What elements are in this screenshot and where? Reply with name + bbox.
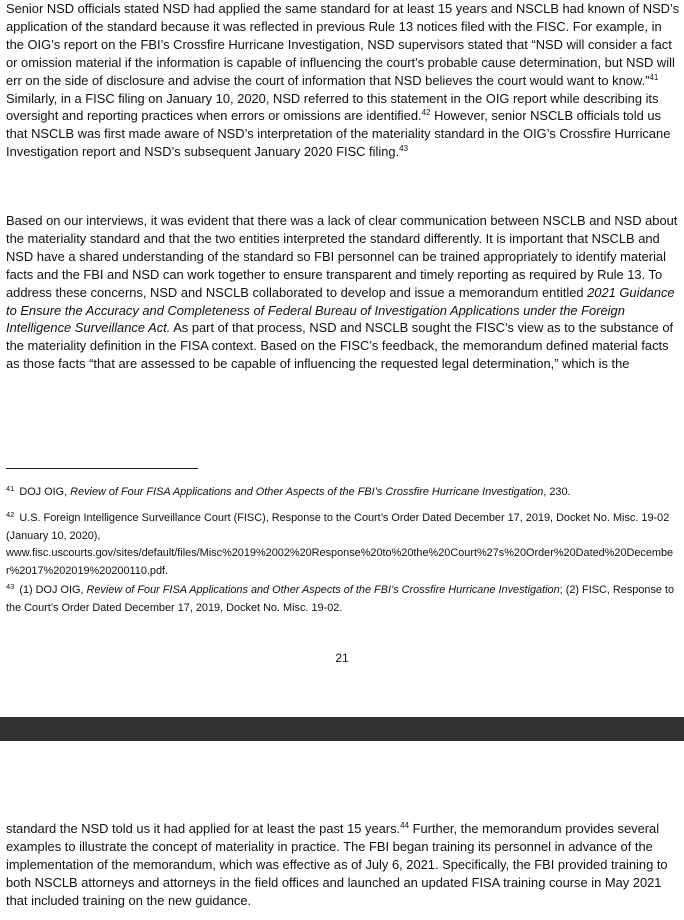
paragraph-text: Similarly, in a FISC filing on January 10, 2020, NSD referred to this statement in the OIG report while describing its oversight and reporting practices when errors or omissions are identified. <box>6 90 659 124</box>
report-title: Review of Four FISA Applications and Other Aspects of the FBI’s Crossfire Hurricane Investigation <box>86 584 560 596</box>
page-number: 21 <box>335 651 349 665</box>
paragraph-communication <box>6 212 682 373</box>
paragraph-text: However, senior NSCLB officials told us that NSCLB was first made aware of NSD’s interpretation of the materiality standard in the OIG’s Crossfire Hurricane Investigation report and NSD’s subsequent January 2020 FISC filing. <box>6 108 671 160</box>
paragraph-text: As part of that process, NSD and NSCLB sought the FISC’s view as to the substance of the materiality definition in the FISA context. Based on the FISC’s feedback, the memorandum defined material facts as those facts “that are assessed to be capable of influencing the requested legal determination,” which is the <box>6 320 674 372</box>
footnote-42 <box>6 510 680 580</box>
footnote-ref-43[interactable]: 43 <box>399 144 409 154</box>
footnote-41 <box>6 484 680 502</box>
footnote-text: (1) DOJ OIG, <box>19 584 87 596</box>
paragraph-text: Based on our interviews, it was evident that there was a lack of clear communication between NSCLB and NSD about the materiality standard and that the two entities interpreted the standard differently. It is important that NSCLB and NSD have a shared understanding of the standard so FBI personnel can be trained appropriately to identify material facts and the FBI and NSD can work together to ensure transparent and timely reporting as required by Rule 13. To address these concerns, NSD and NSCLB collaborated to develop and issue a memorandum entitled <box>6 213 678 300</box>
memorandum-title: 2021 Guidance to Ensure the Accuracy and Completeness of Federal Bureau of Investigation Applications under the Foreign Intelligence Surveillance Act. <box>6 284 675 336</box>
footnote-text: DOJ OIG, <box>19 486 71 498</box>
report-title: Review of Four FISA Applications and Other Aspects of the FBI’s Crossfire Hurricane Investigation <box>70 486 544 498</box>
footnote-number: 41 <box>6 484 15 493</box>
footnote-number: 43 <box>6 582 15 591</box>
paragraph-text: Senior NSD officials stated NSD had applied the same standard for at least 15 years and NSCLB had known of NSD’s application of the standard because it was reflected in previous Rule 13 notices filed with the FISC. For example, in the OIG’s report on the FBI’s Crossfire Hurricane Investigation, NSD supervisors stated that “NSD will consider a fact or omission material if the information is capable of influencing the court's probable cause determination, but NSD will err on the side of disclosure and advise the court of information that NSD believes the court would want to know.” <box>6 1 680 88</box>
footnote-ref-44[interactable]: 44 <box>400 821 410 830</box>
footnote-text: , 230. <box>543 486 571 498</box>
footnote-43 <box>6 582 680 617</box>
paragraph-continuation <box>6 820 682 910</box>
footnote-text: ; (2) FISC, Response to the Court’s Order Dated December 17, 2019, Docket No. Misc. 19-02. <box>6 584 675 614</box>
footnote-ref-41[interactable]: 41 <box>649 72 659 82</box>
footnote-number: 42 <box>6 510 15 519</box>
paragraph-nsd-standard <box>6 0 682 161</box>
footnote-ref-42[interactable]: 42 <box>421 108 431 118</box>
footnote-divider <box>6 468 198 469</box>
footnote-text: U.S. Foreign Intelligence Surveillance Court (FISC), Response to the Court’s Order Dated December 17, 2019, Docket No. Misc. 19-02 (January 10, 2020), <box>6 512 670 542</box>
paragraph-text: Further, the memorandum provides several examples to illustrate the concept of materiality in practice. The FBI began training its personnel in advance of the implementation of the memorandum, which was effective as of July 6, 2021. Specifically, the FBI provided training to both NSCLB attorneys and attorneys in the field offices and launched an updated FISA training course in May 2021 that included training on the new guidance. <box>6 821 668 908</box>
footnote-url-link[interactable]: www.fisc.uscourts.gov/sites/default/files/Misc%2019%2002%20Response%20to%20the%20Court%27s%20Order%20Dated%20December%2017%202019%20200110.pdf. <box>6 547 674 577</box>
page-separator <box>0 717 684 741</box>
paragraph-text: standard the NSD told us it had applied for at least the past 15 years. <box>6 821 401 836</box>
